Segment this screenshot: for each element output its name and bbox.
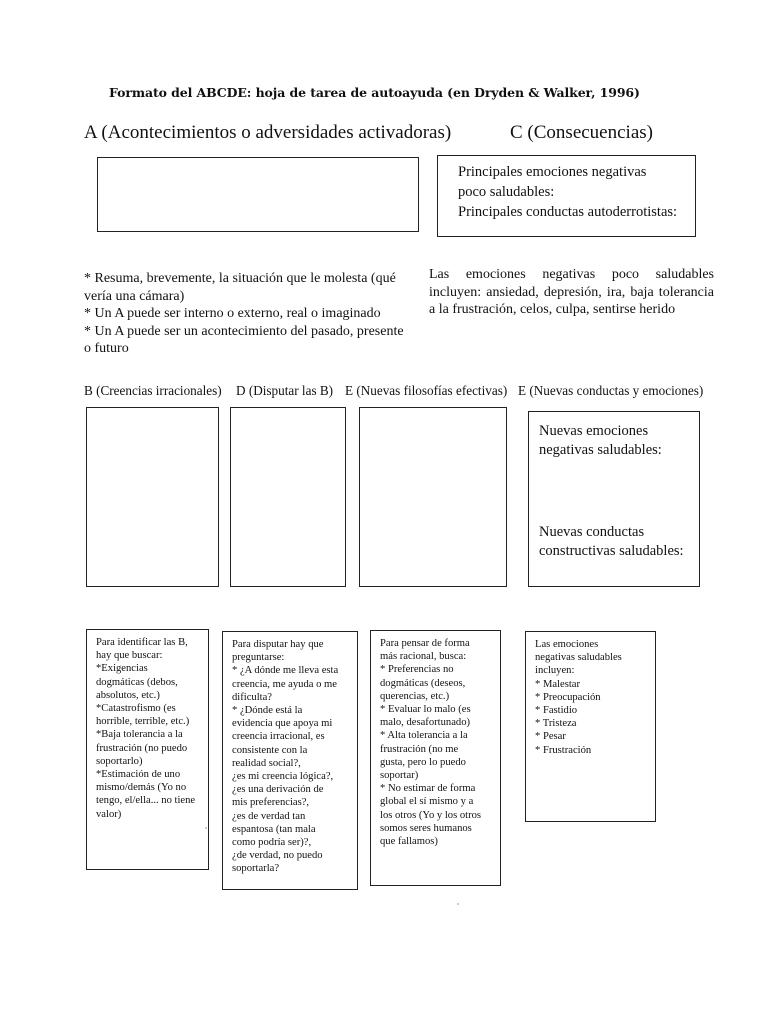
help-line: como podría ser)?,: [232, 837, 312, 849]
help-b-text: [87, 630, 208, 821]
box-e-labels: [529, 412, 699, 561]
help-line: creencia, me ayuda o me: [232, 678, 337, 690]
help-line: realidad social?,: [232, 757, 301, 769]
help-line: Para pensar de forma: [380, 638, 470, 649]
notes-a: [84, 270, 414, 358]
help-line: * Frustración: [535, 744, 592, 756]
help-line: malo, desafortunado): [380, 717, 471, 729]
help-line: ¿es de verdad tan: [232, 810, 306, 822]
note-c: Las emociones negativas poco saludables incluyen: ansiedad, depresión, ira, baja tolerancia a la frustración, celos, culpa, sentirse herido: [429, 267, 714, 317]
scan-speck: [205, 827, 207, 829]
heading-e-conduct: E (Nuevas conductas y emociones): [518, 383, 704, 398]
help-line: soportarlo): [96, 755, 143, 767]
help-line: * Alta tolerancia a la: [380, 730, 468, 742]
help-line: * Tristeza: [535, 718, 577, 730]
box-e-line: Nuevas conductas: [539, 524, 645, 540]
help-line: tengo, el/ella... no tiene: [96, 795, 196, 807]
help-line: frustración (no puedo: [96, 742, 188, 754]
help-line: * Fastidio: [535, 705, 578, 717]
help-line: espantosa (tan mala: [232, 823, 316, 835]
help-line: *Catastrofismo (es: [96, 703, 176, 715]
box-a[interactable]: [97, 157, 419, 232]
box-e-line: negativas saludables:: [539, 442, 662, 458]
help-line: global el sí mismo y a: [380, 796, 474, 808]
help-line: * Malestar: [535, 678, 581, 690]
help-line: frustración (no me: [380, 743, 459, 755]
help-d-text: [223, 632, 357, 876]
help-line: *Exigencias: [96, 663, 148, 675]
help-line: ¿es mi creencia lógica?,: [232, 771, 334, 783]
help-line: absolutos, etc.): [96, 689, 160, 701]
help-line: * Preocupación: [535, 691, 601, 703]
help-line: ¿de verdad, no puedo: [232, 850, 323, 862]
help-line: valor): [96, 808, 122, 820]
help-line: preguntarse:: [232, 652, 285, 664]
help-line: Para disputar hay que: [232, 639, 324, 650]
help-line: Las emociones: [535, 639, 599, 650]
box-c-line: Principales conductas autoderrotistas:: [458, 204, 678, 220]
box-e-conduct[interactable]: [528, 411, 700, 587]
help-line: mismo/demás (Yo no: [96, 782, 187, 794]
help-line: * ¿Dónde está la: [232, 705, 303, 717]
note-a-item: * Un A puede ser interno o externo, real o imaginado: [84, 306, 381, 321]
help-line: horrible, terrible, etc.): [96, 716, 190, 728]
box-c-line: poco saludables:: [458, 184, 555, 200]
help-line: dogmáticas (deseos,: [380, 677, 466, 689]
box-c-labels: [438, 156, 695, 222]
help-line: soportar): [380, 770, 419, 782]
help-line: *Estimación de uno: [96, 769, 181, 781]
heading-b: B (Creencias irracionales): [84, 383, 222, 398]
help-box-b: [86, 629, 209, 870]
heading-d: D (Disputar las B): [236, 383, 334, 398]
help-line: * Evaluar lo malo (es: [380, 704, 471, 716]
heading-e-new: E (Nuevas filosofías efectivas): [345, 383, 508, 398]
help-line: * Preferencias no: [380, 664, 454, 676]
help-line: negativas saludables: [535, 652, 622, 664]
box-b[interactable]: [86, 407, 219, 587]
box-e-new[interactable]: [359, 407, 507, 587]
help-line: *Baja tolerancia a la: [96, 729, 183, 741]
box-e-line: Nuevas emociones: [539, 423, 649, 439]
heading-c: C (Consecuencias): [510, 122, 653, 143]
help-line: consistente con la: [232, 744, 308, 756]
note-a-item: * Resuma, brevemente, la situación que le molesta (qué vería una cámara): [84, 271, 396, 304]
box-c-line: Principales emociones negativas: [458, 164, 647, 180]
help-line: los otros (Yo y los otros: [380, 809, 482, 821]
document-title: Formato del ABCDE: hoja de tarea de autoayuda (en Dryden & Walker, 1996): [109, 85, 640, 100]
help-emotions-text: [526, 632, 655, 757]
heading-a: A (Acontecimientos o adversidades activadoras): [84, 122, 452, 143]
help-e-text: [371, 631, 500, 848]
help-line: incluyen:: [535, 665, 575, 677]
help-line: * ¿A dónde me lleva esta: [232, 665, 339, 677]
help-line: somos seres humanos: [380, 822, 472, 834]
box-c[interactable]: [437, 155, 696, 237]
box-d[interactable]: [230, 407, 346, 587]
help-line: evidencia que apoya mi: [232, 718, 333, 730]
help-line: Para identificar las B,: [96, 637, 188, 648]
help-line: creencia irracional, es: [232, 731, 325, 743]
help-line: mis preferencias?,: [232, 797, 310, 809]
help-line: dificulta?: [232, 691, 273, 703]
help-line: * Pesar: [535, 731, 566, 743]
help-box-e: [370, 630, 501, 886]
help-line: soportarla?: [232, 863, 280, 875]
help-line: que fallamos): [380, 836, 438, 848]
help-line: * No estimar de forma: [380, 783, 476, 795]
help-box-emotions: [525, 631, 656, 822]
help-line: dogmáticas (debos,: [96, 676, 178, 688]
box-e-line: constructivas saludables:: [539, 543, 684, 559]
help-line: gusta, pero lo puedo: [380, 756, 466, 768]
scan-speck: [457, 903, 459, 905]
help-box-d: [222, 631, 358, 890]
help-line: hay que buscar:: [96, 650, 163, 662]
help-line: querencias, etc.): [380, 690, 450, 702]
note-a-item: * Un A puede ser un acontecimiento del pasado, presente o futuro: [84, 323, 404, 356]
help-line: ¿es una derivación de: [232, 784, 324, 796]
help-line: más racional, busca:: [380, 651, 467, 663]
